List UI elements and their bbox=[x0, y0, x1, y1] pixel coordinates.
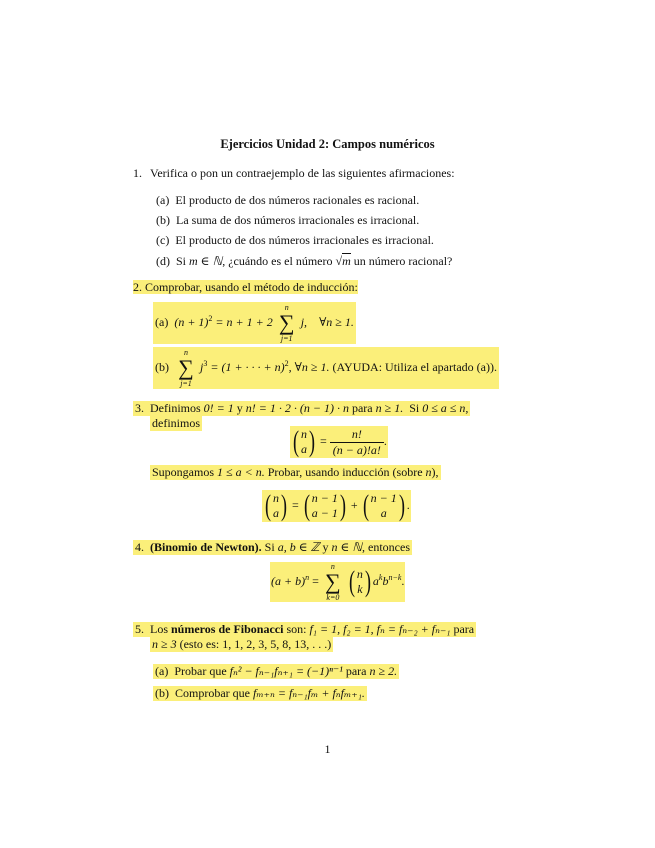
binomial-coefficient: ( n − 1 a − 1 ) bbox=[303, 489, 346, 522]
text: para bbox=[351, 401, 373, 415]
binomial-coefficient: ( n a ) bbox=[293, 425, 315, 458]
math: n ≥ 3 bbox=[152, 637, 177, 651]
exercise-2-text: Comprobar, usando el método de inducción: bbox=[145, 280, 358, 294]
exponent: n−k bbox=[388, 572, 402, 582]
text: Si bbox=[264, 540, 275, 554]
math: n ≥ 2. bbox=[369, 664, 398, 678]
math-sequence: f₁ = 1, f₂ = 1, fₙ = fₙ₋₂ + fₙ₋₁ bbox=[309, 622, 451, 636]
exercise-1a bbox=[156, 193, 419, 208]
text: Definimos bbox=[150, 401, 201, 415]
item-label: (b) bbox=[156, 213, 170, 227]
text: ), bbox=[431, 465, 439, 479]
pascal-identity: ( n a ) = ( n − 1 a − 1 ) + ( n − 1 a ) . bbox=[262, 490, 411, 522]
text: Supongamos bbox=[152, 465, 215, 479]
text: Los bbox=[150, 622, 168, 636]
binomial-definition: ( n a ) = $\frac{n!}{(n - a)!a!}$ . bbox=[290, 426, 388, 458]
math-term: b bbox=[382, 573, 389, 588]
text: y bbox=[236, 401, 243, 415]
exercise-3-line3 bbox=[150, 465, 441, 480]
math: 1 ≤ a < n. bbox=[217, 465, 265, 479]
math: 0 ≤ a ≤ n, bbox=[422, 401, 469, 415]
page-title: Ejercicios Unidad 2: Campos numéricos bbox=[220, 137, 435, 151]
math: n ∈ ℕ, bbox=[331, 540, 366, 554]
item-label: (d) bbox=[156, 254, 170, 268]
item-post: un número racional? bbox=[353, 254, 453, 268]
exponent: n bbox=[305, 572, 310, 582]
exercise-5a bbox=[153, 664, 399, 679]
summation-symbol: n ∑ j=1 bbox=[278, 303, 295, 343]
bold-title: (Binomio de Newton). bbox=[150, 540, 262, 554]
item-text: El producto de dos números racionales es racional. bbox=[175, 193, 420, 207]
exercise-2-heading bbox=[133, 280, 358, 295]
exponent: 2 bbox=[208, 313, 213, 323]
math-summand: j, bbox=[300, 314, 308, 329]
summation-symbol: n ∑ k=0 bbox=[325, 562, 341, 602]
exercise-2b bbox=[153, 347, 499, 389]
item-label: (b) bbox=[155, 686, 169, 700]
exercise-3-number: 3. bbox=[135, 401, 144, 415]
math: 0! = 1 bbox=[203, 401, 234, 415]
item-label: (c) bbox=[156, 233, 170, 247]
period: . bbox=[401, 573, 405, 588]
text: (esto es: 1, 1, 2, 3, 5, 8, 13, . . .) bbox=[179, 637, 332, 651]
item-label: (b) bbox=[155, 359, 169, 374]
text: Si bbox=[409, 401, 420, 415]
math: n! = 1 · 2 · (n − 1) · n bbox=[245, 401, 349, 415]
text: para bbox=[453, 622, 475, 636]
math: fₙ² − fₙ₋₁fₙ₊₁ = (−1)ⁿ⁻¹ bbox=[229, 664, 343, 678]
exercise-5b bbox=[153, 686, 367, 701]
text: y bbox=[322, 540, 329, 554]
page-number: 1 bbox=[324, 742, 331, 756]
exercise-1d bbox=[156, 254, 452, 269]
exercise-3-line2: definimos bbox=[152, 416, 200, 430]
exercise-1-number: 1. bbox=[133, 166, 142, 180]
exponent: 3 bbox=[203, 358, 208, 368]
exercise-2a bbox=[153, 302, 356, 344]
math-rhs: = n + 1 + 2 bbox=[215, 314, 273, 329]
math: n ≥ 1. bbox=[375, 401, 404, 415]
exponent: 2 bbox=[284, 358, 289, 368]
summation-symbol: n ∑ j=1 bbox=[178, 348, 194, 388]
item-label: (a) bbox=[155, 664, 169, 678]
exercise-5-number: 5. bbox=[135, 622, 144, 636]
math-lhs: (a + b) bbox=[271, 573, 306, 588]
binomial-coefficient: ( n a ) bbox=[265, 489, 287, 522]
binomial-coefficient: ( n − 1 a ) bbox=[362, 489, 405, 522]
exponent: k bbox=[378, 572, 383, 582]
exercise-5-line2 bbox=[150, 637, 333, 652]
text: para bbox=[345, 664, 367, 678]
exercise-4-number: 4. bbox=[135, 540, 144, 554]
exercise-5-line1 bbox=[133, 622, 476, 637]
exercise-1b bbox=[156, 213, 419, 228]
text: Probar que bbox=[174, 664, 227, 678]
math-m-in-n: m ∈ ℕ bbox=[189, 254, 223, 268]
item-text: La suma de dos números irracionales es irracional. bbox=[176, 213, 420, 227]
item-pre: Si bbox=[176, 254, 187, 268]
exercise-3-line1 bbox=[133, 401, 470, 416]
sqrt-expression: √m bbox=[335, 254, 351, 268]
exercise-1c bbox=[156, 233, 434, 248]
period: . bbox=[383, 433, 387, 448]
text: Probar, usando inducción (sobre bbox=[267, 465, 423, 479]
item-mid: , ¿cuándo es el número bbox=[222, 254, 333, 268]
math-forall: , ∀n ≥ 1. bbox=[288, 359, 330, 374]
text: son: bbox=[286, 622, 307, 636]
item-label: (a) bbox=[155, 314, 169, 329]
math: n bbox=[425, 465, 432, 479]
item-text: El producto de dos números irracionales es irracional. bbox=[175, 233, 434, 247]
text: entonces bbox=[368, 540, 410, 554]
text: Comprobar que bbox=[175, 686, 250, 700]
math-term: j bbox=[200, 359, 204, 374]
binomial-theorem: $(a + b)^n$ = n ∑ k=0 ( n k ) $a^kb^{n-k}$. bbox=[271, 562, 405, 602]
binomial-coefficient: ( n k ) bbox=[348, 565, 371, 598]
math: a, b ∈ ℤ bbox=[277, 540, 320, 554]
math-forall: ∀n ≥ 1. bbox=[319, 314, 354, 329]
math-term: a bbox=[372, 573, 379, 588]
bold-term: números de Fibonacci bbox=[171, 622, 284, 636]
period: . bbox=[406, 497, 410, 512]
exercise-4-line1 bbox=[133, 540, 412, 555]
hint-text: (AYUDA: Utiliza el apartado (a)). bbox=[332, 359, 497, 374]
item-label: (a) bbox=[156, 193, 170, 207]
fraction: $\frac{n!}{(n - a)!a!}$ bbox=[330, 427, 384, 458]
math-rhs: = (1 + · · · + n) bbox=[210, 359, 285, 374]
exercise-2-number: 2. bbox=[133, 280, 142, 294]
math-lhs: (n + 1) bbox=[174, 314, 209, 329]
math: fₘ₊ₙ = fₙ₋₁fₘ + fₙfₘ₊₁. bbox=[252, 686, 365, 700]
exercise-1-text: Verifica o pon un contraejemplo de las siguientes afirmaciones: bbox=[150, 166, 455, 180]
